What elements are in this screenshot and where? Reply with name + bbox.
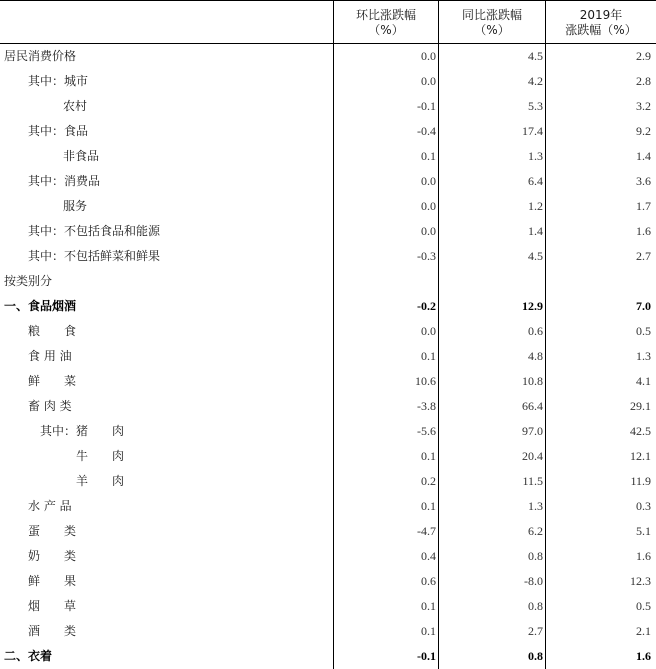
header-yoy: [438, 1, 545, 44]
yoy-value: 20.4: [522, 449, 543, 463]
row-label: 烟 草: [28, 599, 77, 613]
y2019-value: 2.1: [636, 624, 651, 638]
row-label: 服务: [63, 199, 88, 213]
y2019-value: 9.2: [636, 124, 651, 138]
table-row: [0, 544, 656, 569]
yoy-value: 2.7: [528, 624, 543, 638]
row-label: 其中：城市: [28, 74, 89, 88]
y2019-value: 1.6: [636, 649, 651, 663]
y2019-value: 3.2: [636, 99, 651, 113]
row-label: 一、食品烟酒: [4, 299, 77, 313]
y2019-value: 4.1: [636, 374, 651, 388]
row-label: 非食品: [63, 149, 100, 163]
row-label: 其中：消费品: [28, 174, 101, 188]
mom-value: 10.6: [415, 374, 436, 388]
yoy-value: 4.5: [528, 49, 543, 63]
y2019-value: 2.9: [636, 49, 651, 63]
row-label: 其中：不包括鲜菜和鲜果: [28, 249, 161, 263]
mom-value: 0.1: [421, 499, 436, 513]
yoy-value: 17.4: [522, 124, 543, 138]
yoy-value: 10.8: [522, 374, 543, 388]
y2019-value: 0.3: [636, 499, 651, 513]
y2019-value: 42.5: [630, 424, 651, 438]
header-mom: [333, 1, 438, 44]
table-header: [0, 0, 656, 44]
y2019-value: 1.7: [636, 199, 651, 213]
yoy-value: [438, 269, 543, 294]
table-row: [0, 419, 656, 444]
y2019-value: 12.1: [630, 449, 651, 463]
header-yoy-line2: （%）: [474, 22, 510, 37]
row-label: 居民消费价格: [4, 49, 77, 63]
table-row: [0, 394, 656, 419]
row-label: 按类别分: [4, 274, 53, 288]
mom-value: -4.7: [417, 524, 436, 538]
yoy-value: 11.5: [522, 474, 543, 488]
row-label: 羊 肉: [76, 474, 125, 488]
header-2019-line2: 涨跌幅（%）: [565, 22, 637, 37]
table-row: [0, 644, 656, 669]
header-yoy-line1: 同比涨跌幅: [461, 7, 522, 22]
table-row: [0, 494, 656, 519]
mom-value: -0.3: [417, 249, 436, 263]
table-row: [0, 169, 656, 194]
yoy-value: 1.4: [528, 224, 543, 238]
row-label: 粮 食: [28, 324, 77, 338]
row-label: 奶 类: [28, 549, 77, 563]
table-row: [0, 69, 656, 94]
mom-value: 0.1: [421, 349, 436, 363]
table-row: [0, 244, 656, 269]
yoy-value: 5.3: [528, 99, 543, 113]
row-label: 蛋 类: [28, 524, 77, 538]
row-label: 畜 肉 类: [28, 399, 72, 413]
y2019-value: 1.4: [636, 149, 651, 163]
y2019-value: 0.5: [636, 599, 651, 613]
mom-value: 0.0: [421, 224, 436, 238]
yoy-value: 4.8: [528, 349, 543, 363]
y2019-value: 12.3: [630, 574, 651, 588]
header-2019: [545, 1, 656, 44]
mom-value: 0.2: [421, 474, 436, 488]
row-label: 水 产 品: [28, 499, 72, 513]
table-row: [0, 594, 656, 619]
row-label: 其中：猪 肉: [40, 424, 125, 438]
yoy-value: -8.0: [524, 574, 543, 588]
row-label: 二、衣着: [4, 649, 53, 663]
table-row: [0, 369, 656, 394]
table-row: [0, 294, 656, 319]
yoy-value: 0.8: [528, 599, 543, 613]
row-label: 其中：不包括食品和能源: [28, 224, 161, 238]
yoy-value: 0.6: [528, 324, 543, 338]
mom-value: 0.0: [421, 324, 436, 338]
y2019-value: 29.1: [630, 399, 651, 413]
row-label: 鲜 果: [28, 574, 77, 588]
row-label: 食 用 油: [28, 349, 72, 363]
y2019-value: 1.6: [636, 549, 651, 563]
header-mom-line1: 环比涨跌幅: [355, 7, 416, 22]
yoy-value: 0.8: [528, 549, 543, 563]
table-row: [0, 569, 656, 594]
table-row: [0, 344, 656, 369]
table-row: [0, 44, 656, 69]
yoy-value: 6.4: [528, 174, 543, 188]
table-row: [0, 269, 656, 294]
yoy-value: 0.8: [528, 649, 543, 663]
mom-value: 0.0: [421, 174, 436, 188]
y2019-value: 2.8: [636, 74, 651, 88]
table-row: [0, 194, 656, 219]
mom-value: [333, 269, 436, 294]
mom-value: 0.1: [421, 449, 436, 463]
row-label: 牛 肉: [76, 449, 125, 463]
yoy-value: 1.2: [528, 199, 543, 213]
y2019-value: 11.9: [630, 474, 651, 488]
table-row: [0, 444, 656, 469]
y2019-value: 2.7: [636, 249, 651, 263]
yoy-value: 1.3: [528, 149, 543, 163]
row-label: 鲜 菜: [28, 374, 77, 388]
table-row: [0, 619, 656, 644]
table-row: [0, 319, 656, 344]
yoy-value: 4.2: [528, 74, 543, 88]
row-label: 酒 类: [28, 624, 77, 638]
mom-value: 0.1: [421, 624, 436, 638]
header-2019-line1: 2019年: [579, 7, 623, 22]
y2019-value: 0.5: [636, 324, 651, 338]
row-label: 农村: [63, 99, 88, 113]
mom-value: -0.1: [417, 99, 436, 113]
mom-value: -3.8: [417, 399, 436, 413]
table-row: [0, 519, 656, 544]
mom-value: 0.0: [421, 74, 436, 88]
row-label: 其中：食品: [28, 124, 89, 138]
table-row: [0, 94, 656, 119]
yoy-value: 4.5: [528, 249, 543, 263]
mom-value: -0.4: [417, 124, 436, 138]
y2019-value: 1.3: [636, 349, 651, 363]
y2019-value: 5.1: [636, 524, 651, 538]
mom-value: 0.0: [421, 49, 436, 63]
mom-value: -5.6: [417, 424, 436, 438]
mom-value: 0.1: [421, 149, 436, 163]
mom-value: 0.6: [421, 574, 436, 588]
mom-value: 0.0: [421, 199, 436, 213]
yoy-value: 12.9: [522, 299, 543, 313]
y2019-value: 1.6: [636, 224, 651, 238]
yoy-value: 1.3: [528, 499, 543, 513]
table-row: [0, 119, 656, 144]
y2019-value: 7.0: [636, 299, 651, 313]
header-mom-line2: （%）: [368, 22, 404, 37]
table-row: [0, 469, 656, 494]
y2019-value: 3.6: [636, 174, 651, 188]
yoy-value: 6.2: [528, 524, 543, 538]
mom-value: -0.2: [417, 299, 436, 313]
yoy-value: 97.0: [522, 424, 543, 438]
table-row: [0, 219, 656, 244]
yoy-value: 66.4: [522, 399, 543, 413]
mom-value: -0.1: [417, 649, 436, 663]
y2019-value: [545, 269, 651, 294]
table-row: [0, 144, 656, 169]
mom-value: 0.1: [421, 599, 436, 613]
mom-value: 0.4: [421, 549, 436, 563]
